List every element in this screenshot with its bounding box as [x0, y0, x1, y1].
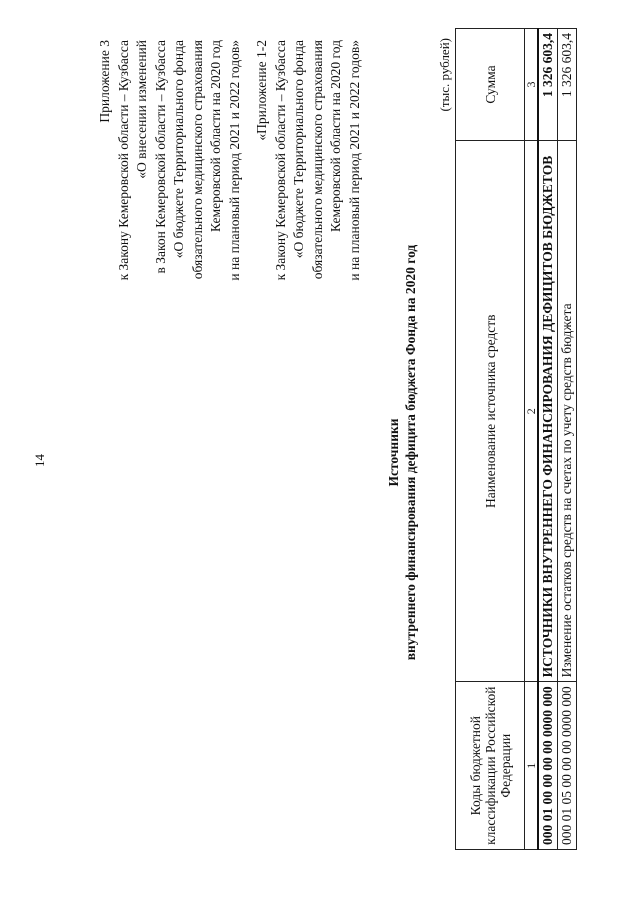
sources-table — [455, 28, 577, 850]
column-number: 2 — [525, 141, 539, 682]
appendix-line: к Закону Кемеровской области – Кузбасса — [115, 40, 131, 281]
row-name: ИСТОЧНИКИ ВНУТРЕННЕГО ФИНАНСИРОВАНИЯ ДЕФИЦИТОВ БЮДЖЕТОВ — [538, 141, 558, 682]
appendix-line: обязательного медицинского страхования — [309, 40, 325, 280]
column-header-amount: Сумма — [456, 29, 525, 141]
column-number: 1 — [525, 682, 539, 850]
table-row — [538, 29, 558, 850]
appendix-line: в Закон Кемеровской области – Кузбасса — [152, 40, 168, 274]
row-code: 000 01 00 00 00 00 0000 000 — [538, 682, 558, 850]
appendix-header-1-2 — [253, 40, 364, 281]
row-code: 000 01 05 00 00 00 0000 000 — [558, 682, 577, 850]
title-line-1: Источники — [386, 418, 401, 487]
document-title — [385, 0, 419, 905]
row-amount: 1 326 603,4 — [558, 29, 577, 141]
appendix-line: «О бюджете Территориального фонда — [171, 40, 186, 259]
appendix-line: «Приложение 1-2 — [254, 40, 269, 141]
unit-label: (тыс. рублей) — [437, 38, 452, 112]
appendix-line: и на плановый период 2021 и 2022 годов» — [346, 40, 362, 281]
table-header-row — [456, 29, 525, 850]
column-number: 3 — [525, 29, 539, 141]
appendix-line: Кемеровской области на 2020 год — [328, 40, 343, 232]
appendix-header-3 — [96, 40, 244, 281]
page-number: 14 — [32, 454, 47, 467]
appendix-line: «О внесении изменений — [134, 40, 149, 179]
appendix-line: Кемеровской области на 2020 год — [208, 40, 223, 232]
column-header-name: Наименование источника средств — [456, 141, 525, 682]
column-header-code: Коды бюджетной классификации Российской Федерации — [456, 682, 525, 850]
appendix-line: к Закону Кемеровской области – Кузбасса — [272, 40, 288, 281]
appendix-line: обязательного медицинского страхования — [189, 40, 205, 280]
appendix-line: «О бюджете Территориального фонда — [291, 40, 306, 259]
appendix-line: и на плановый период 2021 и 2022 годов» — [226, 40, 242, 281]
row-amount: 1 326 603,4 — [538, 29, 558, 141]
title-line-2: внутреннего финансирования дефицита бюджета Фонда на 2020 год — [403, 244, 418, 661]
appendix-line: Приложение 3 — [97, 40, 112, 123]
table-row — [558, 29, 577, 850]
column-number-row — [525, 29, 539, 850]
row-name: Изменение остатков средств на счетах по учету средств бюджета — [558, 141, 577, 682]
